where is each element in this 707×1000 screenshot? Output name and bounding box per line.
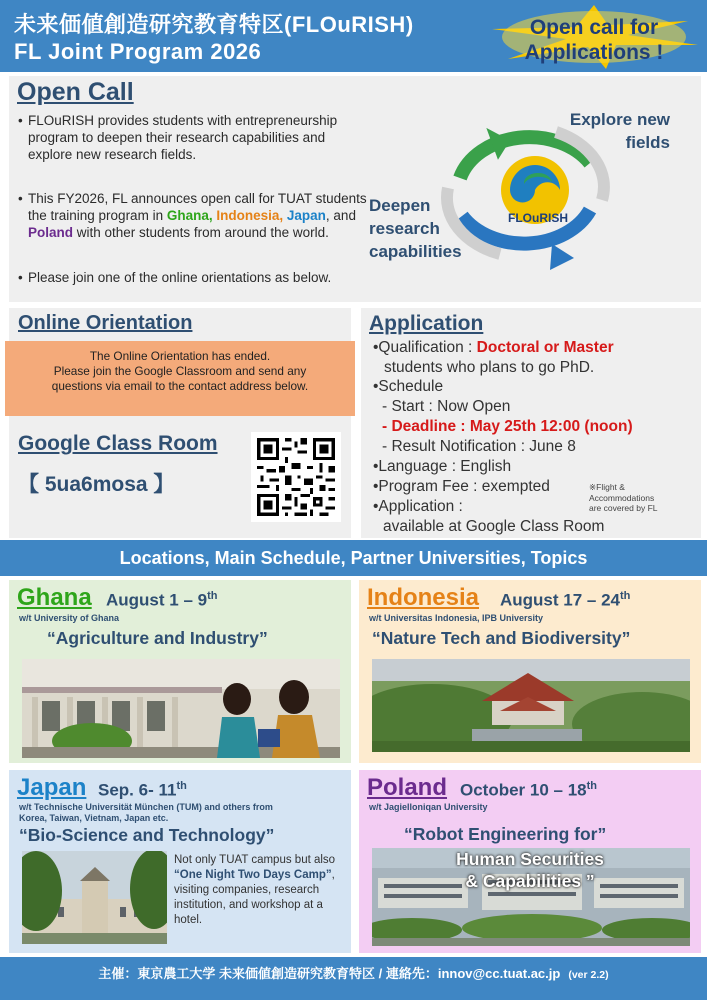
deepen-line1: Deepen xyxy=(369,196,431,215)
schedule-result: - Result Notification : June 8 xyxy=(382,438,576,455)
fee-note-line2: Accommodations xyxy=(589,492,655,503)
schedule-deadline: - Deadline : May 25th 12:00 (noon) xyxy=(382,418,633,435)
notice-line2: Please join the Google Classroom and send any xyxy=(53,364,307,378)
japan-date-sup: th xyxy=(176,780,187,792)
indonesia-name: Indonesia xyxy=(367,584,480,611)
explore-line2: fields xyxy=(625,133,670,152)
bullet-icon: • xyxy=(18,270,23,285)
japan-desc-post: , visiting companies, research institution, and workshop at a hotel. xyxy=(174,869,335,926)
schedule-label: •Schedule xyxy=(373,378,444,395)
indonesia-date-sup: th xyxy=(620,590,631,602)
japan-univ-line2: Korea, Taiwan, Vietnam, Japan etc. xyxy=(19,813,169,823)
indonesia-topic: “Nature Tech and Biodiversity” xyxy=(372,628,631,648)
japan-desc-pre: Not only TUAT campus but also xyxy=(174,854,336,866)
japan-topic: “Bio-Science and Technology” xyxy=(19,825,275,845)
country-indonesia: Indonesia, xyxy=(216,208,284,223)
country-poland: Poland xyxy=(28,225,74,240)
japan-date xyxy=(98,780,187,801)
google-classroom-code: 【 5ua6mosa 】 xyxy=(18,473,175,496)
fee-line: •Program Fee : exempted xyxy=(373,478,550,495)
google-classroom-heading: Google Class Room xyxy=(18,432,218,455)
footer-version: (ver 2.2) xyxy=(568,969,609,981)
open-call-bullet-2 xyxy=(18,190,368,241)
fee-note-line1: ※Flight & xyxy=(589,482,625,492)
deepen-label xyxy=(369,194,462,263)
bullet-2-pre: This FY2026, FL announces open call for TUAT students the training program in xyxy=(28,191,367,223)
bullet-icon: • xyxy=(18,191,23,206)
bullet-3-text: Please join one of the online orientations as below. xyxy=(28,270,332,285)
bullet-2-post: with other students from around the world. xyxy=(73,225,329,240)
notice-line3: questions via email to the contact address below. xyxy=(51,379,309,393)
ghana-date-sup: th xyxy=(207,590,218,602)
footer xyxy=(0,957,707,1000)
application-label: •Application : xyxy=(373,498,463,515)
open-call-badge xyxy=(494,15,694,65)
ghana-topic: “Agriculture and Industry” xyxy=(47,628,268,648)
badge-line2: Applications ! xyxy=(524,41,664,64)
qualification-line xyxy=(373,338,614,358)
country-ghana: Ghana, xyxy=(166,208,213,223)
poland-univ: w/t Jagielloniqan University xyxy=(369,802,488,812)
japan-name: Japan xyxy=(17,774,87,801)
open-call-heading: Open Call xyxy=(17,78,134,106)
footer-text: 主催：東京農工大学 未来価値創造研究教育特区 / 連絡先：innov@cc.tuat.ac.jp xyxy=(98,966,561,981)
ghana-univ: w/t University of Ghana xyxy=(19,613,120,623)
ghana-date-text: August 1 – 9 xyxy=(106,590,208,610)
qualification-value: Doctoral or Master xyxy=(476,339,614,356)
fee-note xyxy=(589,482,658,514)
poland-topic-line1: “Robot Engineering for” xyxy=(404,824,607,844)
indonesia-photo xyxy=(372,659,690,752)
japan-date-text: Sep. 6- 11 xyxy=(98,780,177,800)
orientation-notice xyxy=(5,349,355,394)
application-value: available at Google Class Room xyxy=(383,518,605,535)
indonesia-date-text: August 17 – 24 xyxy=(500,590,620,610)
title-line2: FL Joint Program 2026 xyxy=(14,39,262,64)
poland-name: Poland xyxy=(367,774,448,801)
poland-topic-line2: Human Securities xyxy=(456,849,604,869)
japan-univ-line1: w/t Technische Universität München (TUM) and others from xyxy=(19,802,273,812)
bullet-icon: • xyxy=(18,113,23,128)
qr-code-icon[interactable] xyxy=(251,432,341,522)
notice-line1: The Online Orientation has ended. xyxy=(89,349,271,363)
badge-line1: Open call for xyxy=(529,16,659,39)
qualification-line2: students who plans to go PhD. xyxy=(384,359,595,376)
poland-date-text: October 10 – 18 xyxy=(460,780,587,800)
poland-topic-overlay xyxy=(360,848,700,892)
ghana-date xyxy=(106,590,217,611)
poland-date xyxy=(460,780,597,801)
orientation-heading: Online Orientation xyxy=(18,312,193,334)
schedule-start: - Start : Now Open xyxy=(382,398,511,415)
country-japan: Japan xyxy=(286,208,326,223)
poland-topic-line3: & Capabilities ” xyxy=(465,871,595,891)
indonesia-univ: w/t Universitas Indonesia, IPB University xyxy=(369,613,544,623)
ghana-photo xyxy=(22,659,340,758)
qualification-label: •Qualification : xyxy=(373,339,477,356)
fee-note-line3: are covered by FL xyxy=(589,503,658,513)
language-line: •Language : English xyxy=(373,458,512,475)
open-call-bullet-3 xyxy=(18,269,428,286)
deepen-line3: capabilities xyxy=(369,242,462,261)
bullet-1-text: FLOuRISH provides students with entrepreneurship program to deepen their research capabilities and explore new research fields. xyxy=(28,113,338,162)
ghana-name: Ghana xyxy=(17,584,92,611)
poland-date-sup: th xyxy=(586,780,598,792)
open-call-bullet-1 xyxy=(18,112,368,163)
japan-desc-bold: “One Night Two Days Camp” xyxy=(174,869,332,881)
explore-line1: Explore new xyxy=(569,110,670,129)
explore-label xyxy=(545,108,670,154)
application-heading: Application xyxy=(369,312,484,335)
deepen-line2: research xyxy=(369,219,440,238)
locations-bar: Locations, Main Schedule, Partner Universities, Topics xyxy=(0,540,707,576)
flourish-logo: FLOuRISH xyxy=(508,211,568,225)
japan-photo xyxy=(22,851,167,944)
and-text: , and xyxy=(325,208,356,223)
indonesia-date xyxy=(500,590,630,611)
title-line1: 未来価値創造研究教育特区(FLOuRISH) xyxy=(14,12,414,37)
japan-description xyxy=(174,853,349,928)
